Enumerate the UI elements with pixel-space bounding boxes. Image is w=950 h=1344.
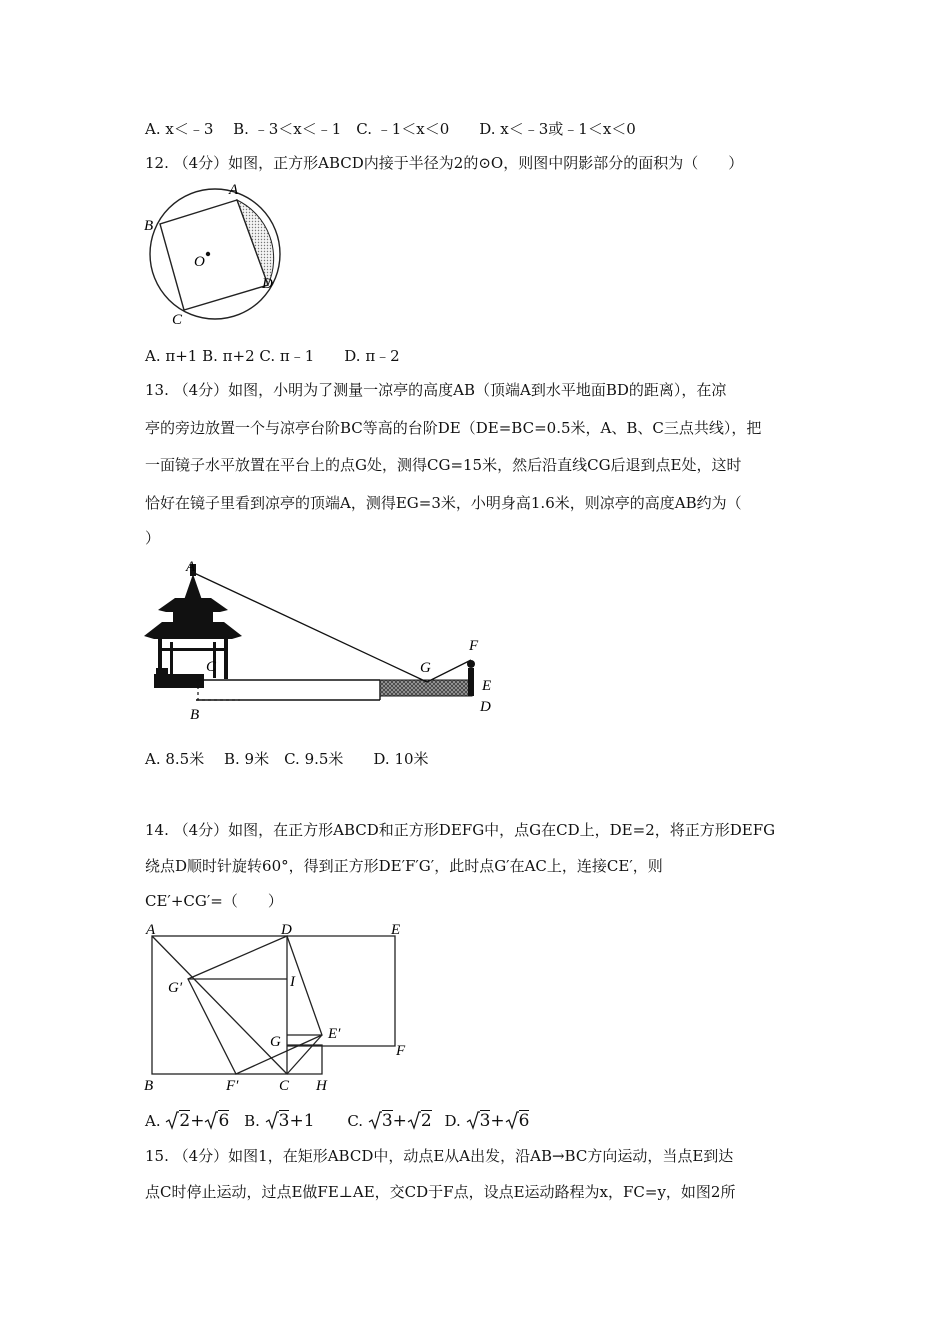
label-e: E: [482, 678, 492, 694]
q12-options: A. π+1 B. π+2 C. π﹣1 D. π﹣2: [145, 347, 400, 365]
q13-stem-line-2: 亭的旁边放置一个与凉亭台阶BC等高的台阶DE（DE=BC=0.5米，A、B、C三点共线），把: [145, 419, 762, 437]
label-h: H: [316, 1078, 327, 1094]
option-c-radicand-2: 2: [420, 1111, 432, 1131]
sqrt-icon: [505, 1110, 519, 1130]
label-b: B: [144, 218, 154, 234]
option-d-operator: +: [490, 1111, 505, 1131]
q12-figure: [140, 178, 290, 328]
sqrt-icon: [368, 1110, 382, 1130]
label-d: D: [281, 922, 292, 938]
label-f: F: [469, 638, 479, 654]
label-e: E: [391, 922, 401, 938]
square-defg-rotated: [188, 936, 322, 1074]
q14-stem-line-1: 14. （4分）如图，在正方形ABCD和正方形DEFG中，点G在CD上，DE=2，将正方形DEFG: [145, 821, 776, 839]
option-b-tail: +1: [289, 1111, 315, 1131]
option-b-prefix: B.: [244, 1112, 260, 1130]
sqrt-icon: [466, 1110, 480, 1130]
label-f: F: [396, 1043, 406, 1059]
label-a: A: [146, 922, 156, 938]
square-defg: [287, 936, 395, 1046]
label-e-prime: E′: [328, 1026, 341, 1042]
option-a-prefix: A.: [145, 1112, 161, 1130]
label-b: B: [144, 1078, 154, 1094]
line-ce: [287, 1035, 322, 1074]
q14-figure: [140, 918, 420, 1098]
sqrt-icon: [165, 1110, 179, 1130]
center-dot: [206, 252, 210, 256]
label-b: B: [190, 707, 200, 723]
option-b-radicand: 3: [278, 1111, 290, 1131]
step-de: [380, 680, 472, 696]
q13-stem-line-4: 恰好在镜子里看到凉亭的顶端A，测得EG=3米，小明身高1.6米，则凉亭的高度AB约为（: [145, 494, 742, 512]
sqrt-icon: [265, 1110, 279, 1130]
q13-stem-line-3: 一面镜子水平放置在平台上的点G处，测得CG=15米，然后沿直线CG后退到点E处，这时: [145, 456, 742, 474]
q11-options: A. x＜﹣3 B. ﹣3＜x＜﹣1 C. ﹣1＜x＜0 D. x＜﹣3或﹣1＜x＜0: [145, 120, 636, 138]
option-c-radicand-1: 3: [381, 1111, 393, 1131]
q13-stem-line-1: 13. （4分）如图，小明为了测量一凉亭的高度AB（顶端A到水平地面BD的距离），在凉: [145, 381, 727, 399]
option-a-radicand-1: 2: [179, 1111, 191, 1131]
label-c: C: [279, 1078, 290, 1094]
line-gf: [427, 660, 471, 682]
q13-options: A. 8.5米 B. 9米 C. 9.5米 D. 10米: [145, 750, 429, 768]
option-c-operator: +: [392, 1111, 407, 1131]
q15-stem-line-2: 点C时停止运动，过点E做FE⊥AE，交CD于F点，设点E运动路程为x，FC=y，如图2所: [145, 1183, 736, 1201]
q14-options: [145, 1110, 529, 1131]
rect-h: [287, 1045, 322, 1074]
label-f-prime: F′: [226, 1078, 239, 1094]
q12-stem: 12. （4分）如图，正方形ABCD内接于半径为2的⊙O，则图中阴影部分的面积为（ ）: [145, 154, 744, 172]
label-o: O: [194, 254, 205, 270]
label-c: C: [172, 312, 183, 328]
diagonal-ac: [152, 936, 287, 1074]
option-d-prefix: D.: [444, 1112, 461, 1130]
label-i: I: [290, 974, 295, 990]
sqrt-icon: [204, 1110, 218, 1130]
label-g: G: [420, 660, 431, 676]
label-g-prime: G′: [168, 980, 183, 996]
pavilion-icon: [144, 564, 242, 688]
q14-stem-line-2: 绕点D顺时针旋转60°，得到正方形DE′F′G′，此时点G′在AC上，连接CE′，则: [145, 857, 663, 875]
label-c: C: [206, 659, 217, 675]
q15-stem-line-1: 15. （4分）如图1，在矩形ABCD中，动点E从A出发，沿AB→BC方向运动，当点E到达: [145, 1147, 734, 1165]
option-a-radicand-2: 6: [218, 1111, 230, 1131]
q13-stem-line-5: ）: [145, 529, 161, 547]
q13-figure: [140, 556, 510, 726]
label-a: A: [229, 182, 239, 198]
option-d-radicand-2: 6: [518, 1111, 530, 1131]
option-d-radicand-1: 3: [479, 1111, 491, 1131]
shaded-segment: [237, 200, 274, 285]
label-d: D: [262, 276, 273, 292]
q14-stem-line-3: CE′+CG′=（ ）: [145, 892, 283, 910]
label-a: A: [186, 559, 196, 575]
option-a-operator: +: [190, 1111, 205, 1131]
sqrt-icon: [407, 1110, 421, 1130]
label-g: G: [270, 1034, 281, 1050]
option-c-prefix: C.: [347, 1112, 364, 1130]
label-d: D: [480, 699, 491, 715]
